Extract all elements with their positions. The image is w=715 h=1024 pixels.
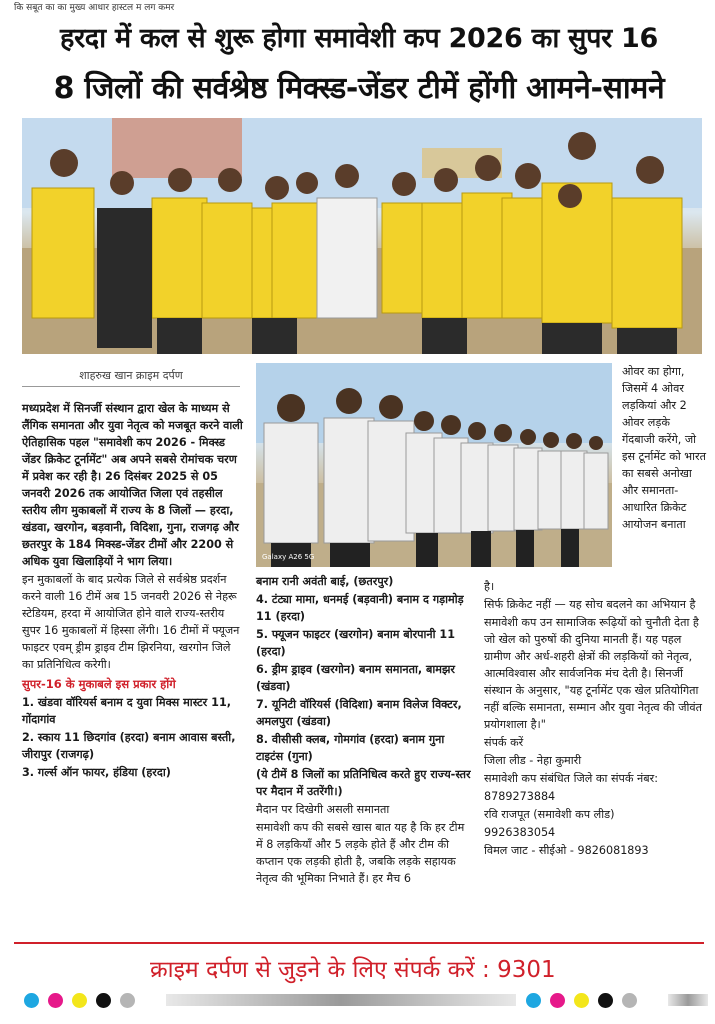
paragraph: समावेशी कप उन सामाजिक रूढ़ियों को चुनौती देता है जो खेल को पुरुषों की दुनिया मानती हैं। यह पहल ग्रामीण और अर्ध-शहरी क्षेत्रों की लड़कियों को नेतृत्व, आत्मविश्वास और सार्वजनिक मंच देती है। सिनर्जी संस्थान के अनुसार, "यह टूर्नामेंट एक खेल प्रतियोगिता नहीं बल्कि समानता, सम्मान और युवा नेतृत्व की जीवंत प्रयोगशाला है।": [484, 616, 702, 731]
article-right-column: [484, 578, 706, 860]
yellow-dot-icon: [72, 993, 87, 1008]
magenta-dot-icon: [550, 993, 565, 1008]
lead-paragraph: मध्यप्रदेश में सिनर्जी संस्थान द्वारा खेल के माध्यम से लैंगिक समानता और युवा नेतृत्व को मजबूत करने वाली ऐतिहासिक पहल "समावेशी कप 2026 - मिक्स्ड जेंडर क्रिकेट टूर्नामेंट" अब अपने सबसे रोमांचक चरण में प्रवेश कर रही है। 26 दिसंबर 2025 से 05 जनवरी 2026 तक आयोजित जिला एवं तहसील स्तरीय लीग मुकाबलों में राज्य के 8 जिलों — हरदा, खंडवा, खरगोन, बड़वानी, विदिशा, गुना, राजगढ़ और छतरपुर के 184 मिक्स्ड-जेंडर टीमों और 2200 से अधिक युवा खिलाड़ियों ने भाग लिया।: [22, 402, 243, 568]
contact-line: जिला लीड - नेहा कुमारी: [484, 754, 582, 767]
match-item: 3. गर्ल्स ऑन फायर, हंडिया (हरदा): [22, 766, 171, 779]
match-note: (ये टीमें 8 जिलों का प्रतिनिधित्व करते हुए राज्य-स्तर पर मैदान में उतरेंगी।): [256, 768, 471, 798]
paragraph: इन मुकाबलों के बाद प्रत्येक जिले से सर्वश्रेष्ठ प्रदर्शन करने वाली 16 टीमें अब 15 जनवरी 2026 से नेहरू स्टेडियम, हरदा में आयोजित होने वाले राज्य-स्तरीय सुपर 16 मुकाबलों में हिस्सा लेंगी। 16 टीमों में फ्यूजन फाइटर एवम् ड्रीम ड्राइव टीम झिरनिया, खरगोन जिले का प्रतिनिधित्व करेगी।: [22, 573, 240, 671]
black-dot-icon: [598, 993, 613, 1008]
contact-title: संपर्क करें: [484, 736, 524, 749]
match-item: 1. खंडवा वॉरियर्स बनाम द युवा मिक्स मास्टर 11, गोंदागांव: [22, 696, 231, 726]
article-left-column: [22, 400, 244, 782]
match-item: 6. ड्रीम ड्राइव (खरगोन) बनाम समानता, बामझर (खंडवा): [256, 663, 456, 693]
contact-line: रवि राजपूत (समावेशी कप लीड): [484, 808, 615, 821]
team-photo-second: [256, 363, 612, 567]
section-subhead: सिर्फ क्रिकेट नहीं — यह सोच बदलने का अभियान है: [484, 598, 696, 611]
team-photo-main: [22, 118, 702, 354]
divider: [14, 942, 704, 944]
black-dot-icon: [96, 993, 111, 1008]
cyan-dot-icon: [526, 993, 541, 1008]
print-registration-marks: [24, 992, 135, 1008]
contact-line: 9926383054: [484, 826, 556, 839]
byline: शाहरुख खान क्राइम दर्पण: [22, 368, 240, 387]
cyan-dot-icon: [24, 993, 39, 1008]
match-item: 5. फ्यूजन फाइटर (खरगोन) बनाम बोरपानी 11 (हरदा): [256, 628, 455, 658]
magenta-dot-icon: [48, 993, 63, 1008]
match-item: 7. यूनिटी वॉरियर्स (विदिशा) बनाम विलेज विक्टर, अमलपुरा (खंडवा): [256, 698, 462, 728]
contact-line: समावेशी कप संबंधित जिले का संपर्क नंबर:: [484, 772, 658, 785]
section-subhead: मैदान पर दिखेगी असली समानता: [256, 803, 390, 816]
grey-dot-icon: [120, 993, 135, 1008]
grey-dot-icon: [622, 993, 637, 1008]
print-grey-bar: [166, 994, 516, 1006]
print-registration-marks: [526, 992, 637, 1008]
match-item: 4. टंट्या मामा, धनमई (बड़वानी) बनाम द गड़ामोड़ 11 (हरदा): [256, 593, 464, 623]
match-item: 2. स्काय 11 छिदगांव (हरदा) बनाम आवास बस्ती, जीरापुर (राजगढ़): [22, 731, 236, 761]
contact-line: 8789273884: [484, 790, 556, 803]
section-subhead: सुपर-16 के मुकाबले इस प्रकार होंगे: [22, 677, 176, 691]
match-item: 8. वीसीसी क्लब, गोमगांव (हरदा) बनाम गुना टाइटंस (गुना): [256, 733, 445, 763]
footer-contact-banner: क्राइम दर्पण से जुड़ने के लिए संपर्क करें : 9301: [150, 957, 556, 983]
paragraph: है।: [484, 580, 495, 593]
print-grey-bar: [668, 994, 708, 1006]
paragraph: ओवर का होगा, जिसमें 4 ओवर लड़कियां और 2 ओवर लड़के गेंदबाजी करेंगे, जो इस टूर्नामेंट को भारत का सबसे अनोखा और समानता-आधारित क्रिकेट आयोजन बनाता: [622, 365, 707, 531]
headline-line-1: हरदा में कल से शुरू होगा समावेशी कप 2026 का सुपर 16: [60, 23, 658, 54]
photo-watermark: Galaxy A26 5G: [262, 553, 315, 561]
yellow-dot-icon: [574, 993, 589, 1008]
top-cutoff-text: कि सबूत का का मुख्य आधार हास्टल म लग कमर: [14, 3, 175, 13]
contact-line: विमल जाट - सीईओ - 9826081893: [484, 844, 649, 857]
headline-line-2: 8 जिलों की सर्वश्रेष्ठ मिक्स्ड-जेंडर टीमें होंगी आमने-सामने: [53, 71, 665, 106]
match-item: बनाम रानी अवंती बाई, (छतरपुर): [256, 575, 394, 588]
paragraph: समावेशी कप की सबसे खास बात यह है कि हर टीम में 8 लड़कियाँ और 5 लड़के होते हैं और टीम की कप्तान एक लड़की होती है, जबकि लड़के सहायक नेतृत्व की भूमिका निभाते हैं। हर मैच 6: [256, 821, 465, 885]
article-middle-column: [256, 573, 474, 888]
article-top-right-column: [622, 363, 706, 534]
